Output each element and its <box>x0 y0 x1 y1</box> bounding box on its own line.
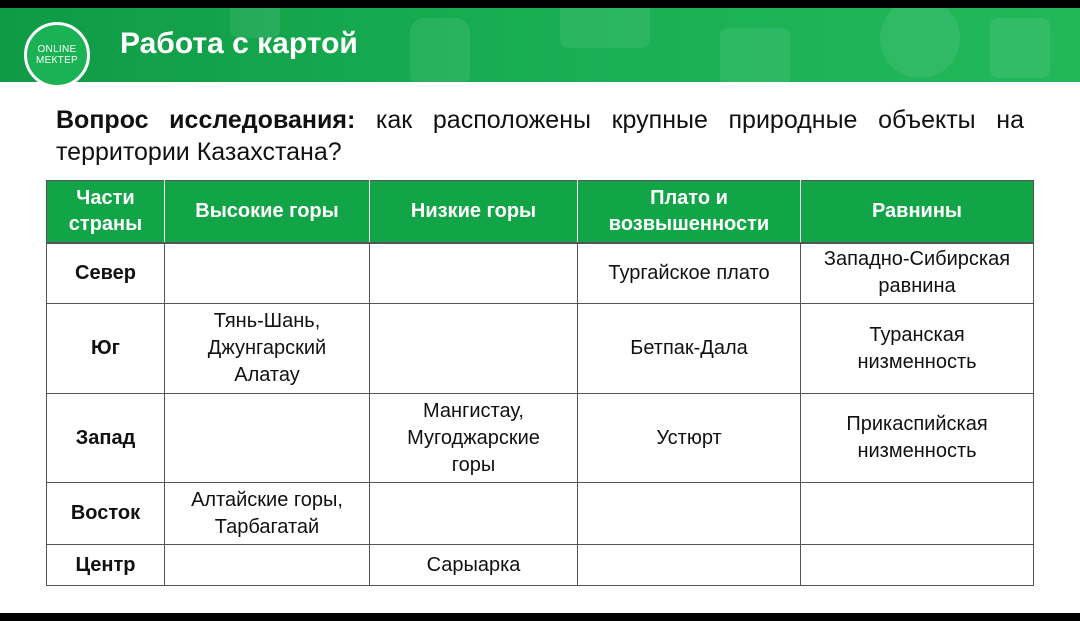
plateau-cell <box>578 483 801 545</box>
plateau-cell: Тургайское плато <box>578 243 801 304</box>
region-cell: Центр <box>47 545 165 586</box>
low-mountains-cell <box>370 483 578 545</box>
region-cell: Запад <box>47 394 165 483</box>
page-title: Работа с картой <box>120 27 358 60</box>
header-plateaus: Плато и возвышенности <box>578 181 801 243</box>
table-row <box>47 483 1034 545</box>
low-mountains-cell <box>370 304 578 394</box>
low-mountains-cell: Сарыарка <box>370 545 578 586</box>
table-row <box>47 545 1034 586</box>
table-row <box>47 394 1034 483</box>
plains-cell: Прикаспийская низменность <box>801 394 1034 483</box>
header-high-mountains: Высокие горы <box>165 181 370 243</box>
header-plains: Равнины <box>801 181 1034 243</box>
low-mountains-cell: Мангистау, Мугоджарские горы <box>370 394 578 483</box>
plateau-cell: Бетпак-Дала <box>578 304 801 394</box>
plains-cell <box>801 483 1034 545</box>
question-text: как расположены крупные природные объекты на территории Казахстана? <box>56 106 1024 166</box>
online-mektep-logo <box>24 22 90 88</box>
landforms-table <box>46 180 1034 586</box>
logo-line2: МЕКТЕР <box>35 55 79 66</box>
high-mountains-cell: Алтайские горы, Тарбагатай <box>165 483 370 545</box>
header-banner <box>0 8 1080 82</box>
low-mountains-cell <box>370 243 578 304</box>
high-mountains-cell <box>165 394 370 483</box>
logo-line1: ONLINE <box>37 44 77 55</box>
region-cell: Восток <box>47 483 165 545</box>
slide <box>0 8 1080 613</box>
high-mountains-cell <box>165 545 370 586</box>
high-mountains-cell <box>165 243 370 304</box>
research-question <box>56 104 1024 168</box>
plateau-cell <box>578 545 801 586</box>
header-low-mountains: Низкие горы <box>370 181 578 243</box>
table-row <box>47 304 1034 394</box>
header-regions: Части страны <box>47 181 165 243</box>
table-row <box>47 243 1034 304</box>
plains-cell <box>801 545 1034 586</box>
region-cell: Север <box>47 243 165 304</box>
region-cell: Юг <box>47 304 165 394</box>
table-header-row <box>47 181 1034 243</box>
high-mountains-cell: Тянь-Шань, Джунгарский Алатау <box>165 304 370 394</box>
plains-cell: Западно-Сибирская равнина <box>801 243 1034 304</box>
plateau-cell: Устюрт <box>578 394 801 483</box>
question-label: Вопрос исследования: <box>56 106 356 134</box>
plains-cell: Туранская низменность <box>801 304 1034 394</box>
